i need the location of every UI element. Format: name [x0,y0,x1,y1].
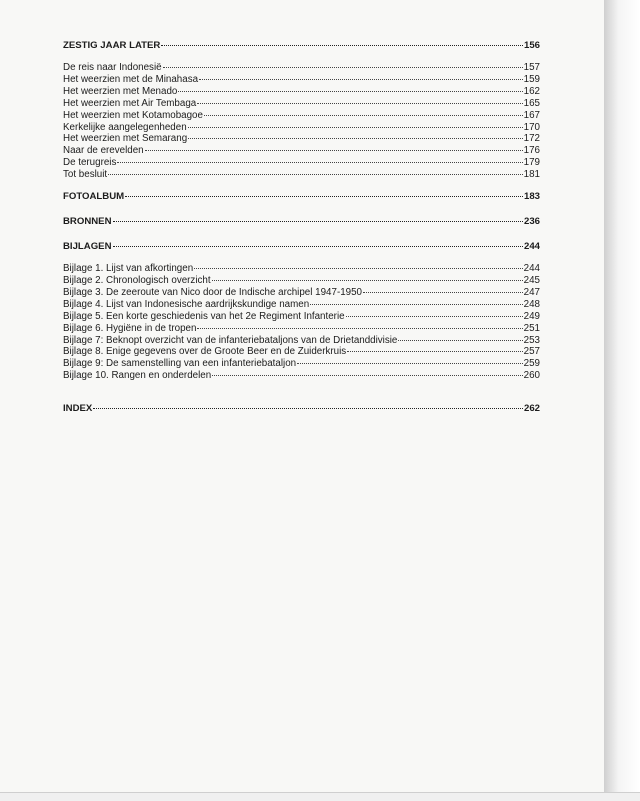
dot-leader [188,127,523,128]
toc-page-number: 262 [523,403,540,415]
toc-page-number: 248 [523,298,540,310]
dot-leader [297,363,523,364]
toc-entry-title: Het weerzien met Menado [63,85,178,97]
table-of-contents [63,40,540,415]
dot-leader [197,103,522,104]
toc-entry[interactable] [63,157,540,169]
toc-entry[interactable] [63,98,540,110]
toc-page-number: 253 [523,334,540,346]
dot-leader [363,292,523,293]
toc-entry[interactable] [63,74,540,86]
toc-entry[interactable] [63,311,540,323]
toc-page-number: 247 [523,286,540,298]
toc-entry[interactable] [63,358,540,370]
dot-leader [117,162,522,163]
toc-page-number: 259 [523,358,540,370]
toc-entry-title: Het weerzien met Semarang [63,133,188,145]
toc-entry-title: Het weerzien met Air Tembaga [63,97,197,109]
toc-entry-title: Bijlage 7: Beknopt overzicht van de infanteriebataljons van de Drietanddivisie [63,334,398,346]
toc-section-zestig-jaar-later[interactable] [63,40,540,52]
toc-bijlagen-list [63,263,540,382]
toc-section-bijlagen[interactable] [63,241,540,253]
toc-entry-title: Bijlage 4. Lijst van Indonesische aardrijkskundige namen [63,298,310,310]
toc-section-title: INDEX [63,403,93,415]
dot-leader [188,138,522,139]
toc-entry[interactable] [63,335,540,347]
toc-section-title: FOTOALBUM [63,191,125,203]
toc-entry-title: Bijlage 8. Enige gegevens over de Groote Beer en de Zuiderkruis [63,346,347,358]
toc-entry-title: Het weerzien met de Minahasa [63,73,199,85]
dot-leader [108,174,523,175]
toc-page-number: 159 [523,73,540,85]
toc-entry-title: De reis naar Indonesië [63,62,162,73]
toc-page-number: 157 [523,62,540,73]
toc-section-title: ZESTIG JAAR LATER [63,40,161,51]
toc-entry-title: Naar de erevelden [63,145,144,157]
dot-leader [310,304,522,305]
dot-leader [197,328,522,329]
dot-leader [398,340,522,341]
dot-leader [113,246,523,247]
toc-page-number: 156 [523,40,540,51]
toc-entry-title: Bijlage 3. De zeeroute van Nico door de Indische archipel 1947-1950 [63,286,362,298]
toc-page-number: 172 [523,133,540,145]
dot-leader [347,351,522,352]
dot-leader [212,280,523,281]
toc-section-bronnen[interactable] [63,216,540,228]
toc-entry-title: Bijlage 5. Een korte geschiedenis van het 2e Regiment Infanterie [63,310,345,322]
toc-page-number: 260 [523,370,540,382]
toc-page-number: 181 [523,169,540,181]
page-edge-shadow [604,0,640,800]
toc-entry[interactable] [63,263,540,275]
toc-page-number: 257 [523,346,540,358]
toc-entry-title: Bijlage 6. Hygiëne in de tropen [63,322,197,334]
dot-leader [346,316,523,317]
dot-leader [212,375,522,376]
toc-entry[interactable] [63,122,540,134]
toc-entry-title: Bijlage 9: De samenstelling van een infanteriebataljon [63,358,297,370]
toc-page-number: 183 [523,191,540,203]
dot-leader [163,67,523,68]
toc-entry[interactable] [63,145,540,157]
dot-leader [204,115,523,116]
dot-leader [194,268,522,269]
dot-leader [113,221,523,222]
toc-section-title: BIJLAGEN [63,241,112,253]
toc-page-number: 176 [523,145,540,157]
toc-page-number: 249 [523,310,540,322]
toc-page-number: 179 [523,157,540,169]
toc-page-number: 165 [523,97,540,109]
toc-entry-title: Bijlage 2. Chronologisch overzicht [63,274,211,286]
toc-page-number: 251 [523,322,540,334]
toc-entry[interactable] [63,169,540,181]
toc-entry[interactable] [63,346,540,358]
toc-entry-title: Kerkelijke aangelegenheden [63,121,187,133]
toc-page-number: 244 [523,241,540,253]
toc-entry[interactable] [63,323,540,335]
dot-leader [145,150,523,151]
toc-entry[interactable] [63,62,540,74]
toc-entry[interactable] [63,275,540,287]
toc-entry-title: Tot besluit [63,169,108,181]
dot-leader [161,45,523,46]
dot-leader [199,79,523,80]
toc-entry[interactable] [63,110,540,122]
toc-zestig-list [63,62,540,181]
toc-page-number: 167 [523,109,540,121]
dot-leader [125,196,523,197]
toc-entry-title: De terugreis [63,157,117,169]
toc-section-fotoalbum[interactable] [63,191,540,203]
toc-page-number: 170 [523,121,540,133]
toc-entry[interactable] [63,287,540,299]
dot-leader [93,408,523,409]
toc-entry-title: Bijlage 10. Rangen en onderdelen [63,370,212,382]
toc-page-number: 245 [523,274,540,286]
toc-entry-title: Het weerzien met Kotamobagoe [63,109,203,121]
toc-entry[interactable] [63,86,540,98]
dot-leader [178,91,522,92]
toc-page-number: 162 [523,85,540,97]
toc-entry[interactable] [63,299,540,311]
toc-section-index[interactable] [63,403,540,415]
toc-entry-title: Bijlage 1. Lijst van afkortingen [63,263,194,275]
toc-page-number: 244 [523,263,540,275]
toc-section-title: BRONNEN [63,216,112,228]
toc-entry[interactable] [63,133,540,145]
toc-entry[interactable] [63,370,540,382]
toc-page-number: 236 [523,216,540,228]
